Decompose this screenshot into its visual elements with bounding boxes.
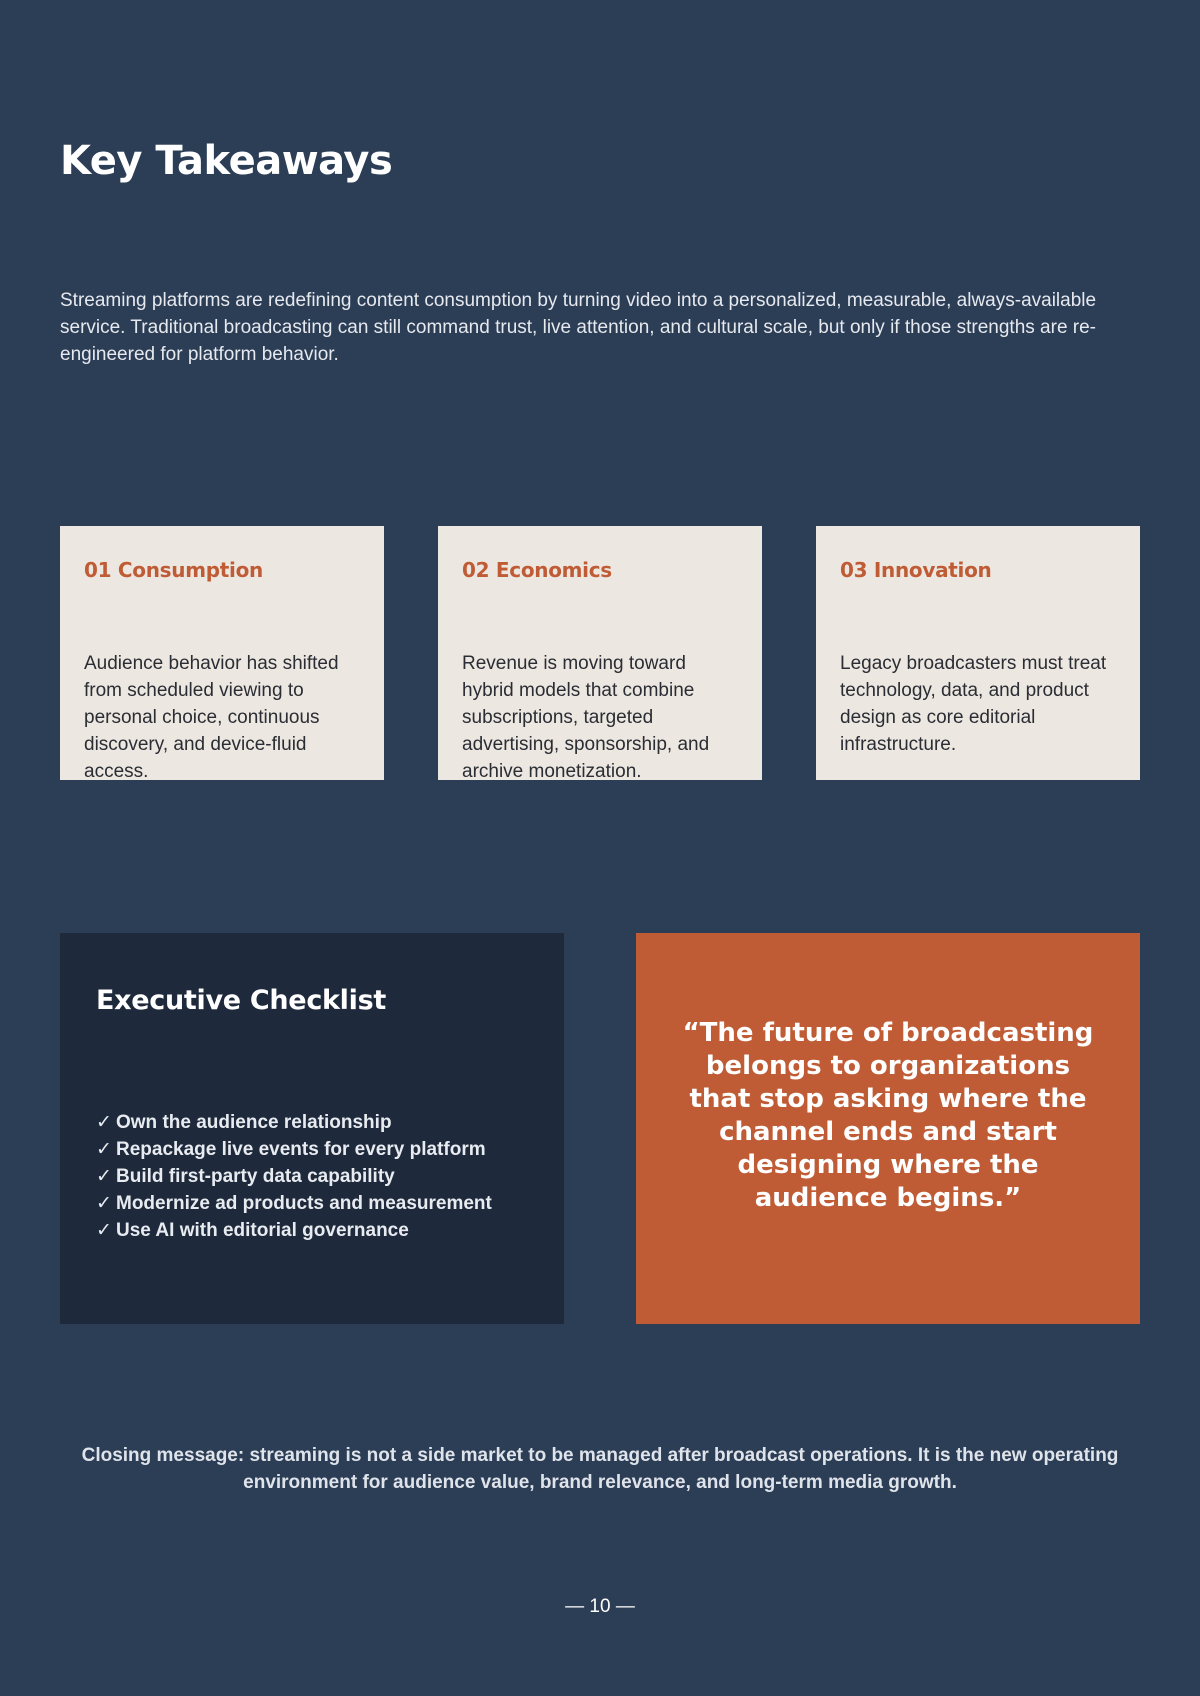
checklist — [96, 1109, 528, 1244]
checkmark-icon: ✓ — [96, 1139, 112, 1160]
pull-quote: “The future of broadcasting belongs to organizations that stop asking where the channel ends and start designing where the audience begins.” — [682, 1018, 1094, 1213]
executive-checklist-panel — [60, 933, 564, 1324]
takeaway-card-consumption — [60, 526, 384, 780]
checklist-item — [96, 1163, 528, 1190]
checklist-item-label: Build first-party data capability — [116, 1166, 395, 1187]
closing-message: Closing message: streaming is not a side market to be managed after broadcast operations. It is the new operating environment for audience value, brand relevance, and long-term media growth. — [81, 1445, 1119, 1493]
card-body: Legacy broadcasters must treat technology, data, and product design as core editorial infrastructure. — [840, 653, 1107, 755]
checklist-item — [96, 1136, 528, 1163]
checkmark-icon: ✓ — [96, 1112, 112, 1133]
intro-paragraph: Streaming platforms are redefining content consumption by turning video into a personalized, measurable, always-available service. Traditional broadcasting can still command trust, live attention, and cultural scale, but only if those strengths are re-engineered for platform behavior. — [60, 290, 1097, 365]
checkmark-icon: ✓ — [96, 1166, 112, 1187]
card-body: Revenue is moving toward hybrid models that combine subscriptions, targeted advertising, sponsorship, and archive monetization. — [462, 653, 710, 780]
pull-quote-panel — [636, 933, 1140, 1324]
checklist-title: Executive Checklist — [96, 985, 386, 1016]
checklist-item — [96, 1109, 528, 1136]
checklist-item — [96, 1190, 528, 1217]
checklist-item-label: Modernize ad products and measurement — [116, 1193, 492, 1214]
takeaway-card-innovation — [816, 526, 1140, 780]
card-heading: 02 Economics — [462, 558, 612, 582]
card-body: Audience behavior has shifted from scheduled viewing to personal choice, continuous discovery, and device-fluid access. — [84, 653, 339, 780]
page-title: Key Takeaways — [60, 138, 393, 184]
checklist-item-label: Repackage live events for every platform — [116, 1139, 486, 1160]
checkmark-icon: ✓ — [96, 1193, 112, 1214]
checklist-item-label: Own the audience relationship — [116, 1112, 392, 1133]
card-heading: 03 Innovation — [840, 558, 992, 582]
checklist-item-label: Use AI with editorial governance — [116, 1220, 409, 1241]
card-heading: 01 Consumption — [84, 558, 263, 582]
checkmark-icon: ✓ — [96, 1220, 112, 1241]
page-number: — 10 — — [565, 1596, 635, 1617]
takeaway-card-economics — [438, 526, 762, 780]
checklist-item — [96, 1217, 528, 1244]
